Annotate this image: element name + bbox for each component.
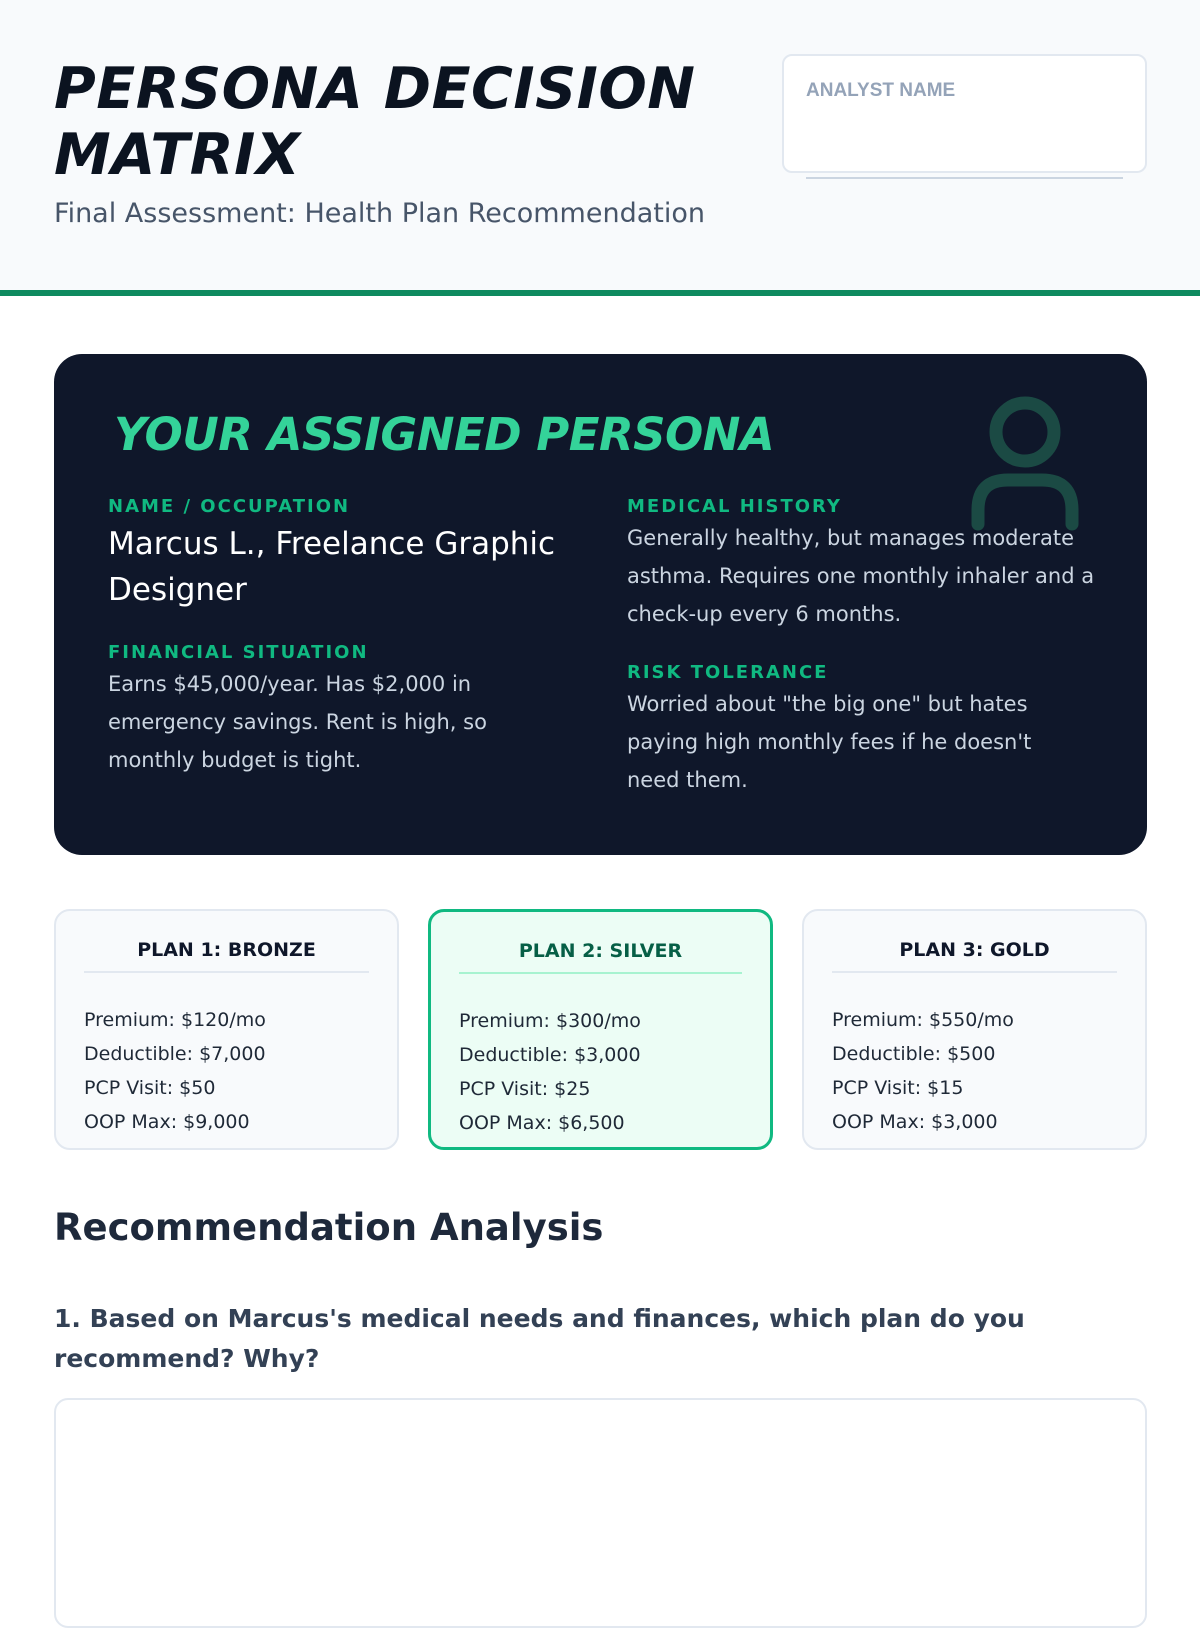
page-title: PERSONA DECISION MATRIX <box>54 56 696 188</box>
plan-oop-max: OOP Max: $3,000 <box>832 1111 998 1133</box>
analyst-name-label: ANALYST NAME <box>806 80 956 101</box>
plan-deductible: Deductible: $3,000 <box>459 1044 641 1066</box>
plan-pcp-visit: PCP Visit: $25 <box>459 1078 591 1100</box>
page-header <box>0 0 1200 296</box>
plan-pcp-visit: PCP Visit: $15 <box>832 1077 964 1099</box>
risk-tolerance-value: Worried about "the big one" but hates paying high monthly fees if he doesn't need them. <box>627 692 1032 792</box>
plan-card-gold[interactable] <box>802 909 1147 1150</box>
financial-situation-label: FINANCIAL SITUATION <box>108 642 369 663</box>
plan-premium: Premium: $120/mo <box>84 1009 266 1031</box>
question-1: 1. Based on Marcus's medical needs and finances, which plan do you recommend? Why? <box>54 1304 1025 1373</box>
answer-field-1[interactable] <box>54 1398 1147 1628</box>
plan-premium: Premium: $300/mo <box>459 1010 641 1032</box>
person-icon <box>960 392 1090 532</box>
plan-name: PLAN 2: SILVER <box>459 940 742 974</box>
persona-card <box>54 354 1147 855</box>
analyst-name-input[interactable] <box>806 149 1123 179</box>
risk-tolerance-label: RISK TOLERANCE <box>627 662 829 683</box>
plan-card-silver[interactable] <box>428 909 773 1150</box>
page-subtitle: Final Assessment: Health Plan Recommendation <box>54 198 705 229</box>
plan-pcp-visit: PCP Visit: $50 <box>84 1077 216 1099</box>
plan-deductible: Deductible: $500 <box>832 1043 996 1065</box>
section-heading: Recommendation Analysis <box>54 1206 604 1249</box>
plan-details <box>459 1004 641 1140</box>
plan-details <box>832 1003 1014 1139</box>
plan-details <box>84 1003 266 1139</box>
persona-title: YOUR ASSIGNED PERSONA <box>114 408 775 461</box>
name-occupation-label: NAME / OCCUPATION <box>108 496 351 517</box>
plan-card-bronze[interactable] <box>54 909 399 1150</box>
financial-situation-value: Earns $45,000/year. Has $2,000 in emergency savings. Rent is high, so monthly budget is tight. <box>108 672 487 772</box>
plan-deductible: Deductible: $7,000 <box>84 1043 266 1065</box>
plan-oop-max: OOP Max: $6,500 <box>459 1112 625 1134</box>
medical-history-value: Generally healthy, but manages moderate asthma. Requires one monthly inhaler and a check-up every 6 months. <box>627 526 1095 626</box>
plan-premium: Premium: $550/mo <box>832 1009 1014 1031</box>
analyst-name-box <box>782 54 1147 173</box>
plan-oop-max: OOP Max: $9,000 <box>84 1111 250 1133</box>
plan-name: PLAN 1: BRONZE <box>84 939 369 973</box>
name-occupation-value: Marcus L., Freelance Graphic Designer <box>108 526 556 608</box>
medical-history-label: MEDICAL HISTORY <box>627 496 842 517</box>
plan-name: PLAN 3: GOLD <box>832 939 1117 973</box>
